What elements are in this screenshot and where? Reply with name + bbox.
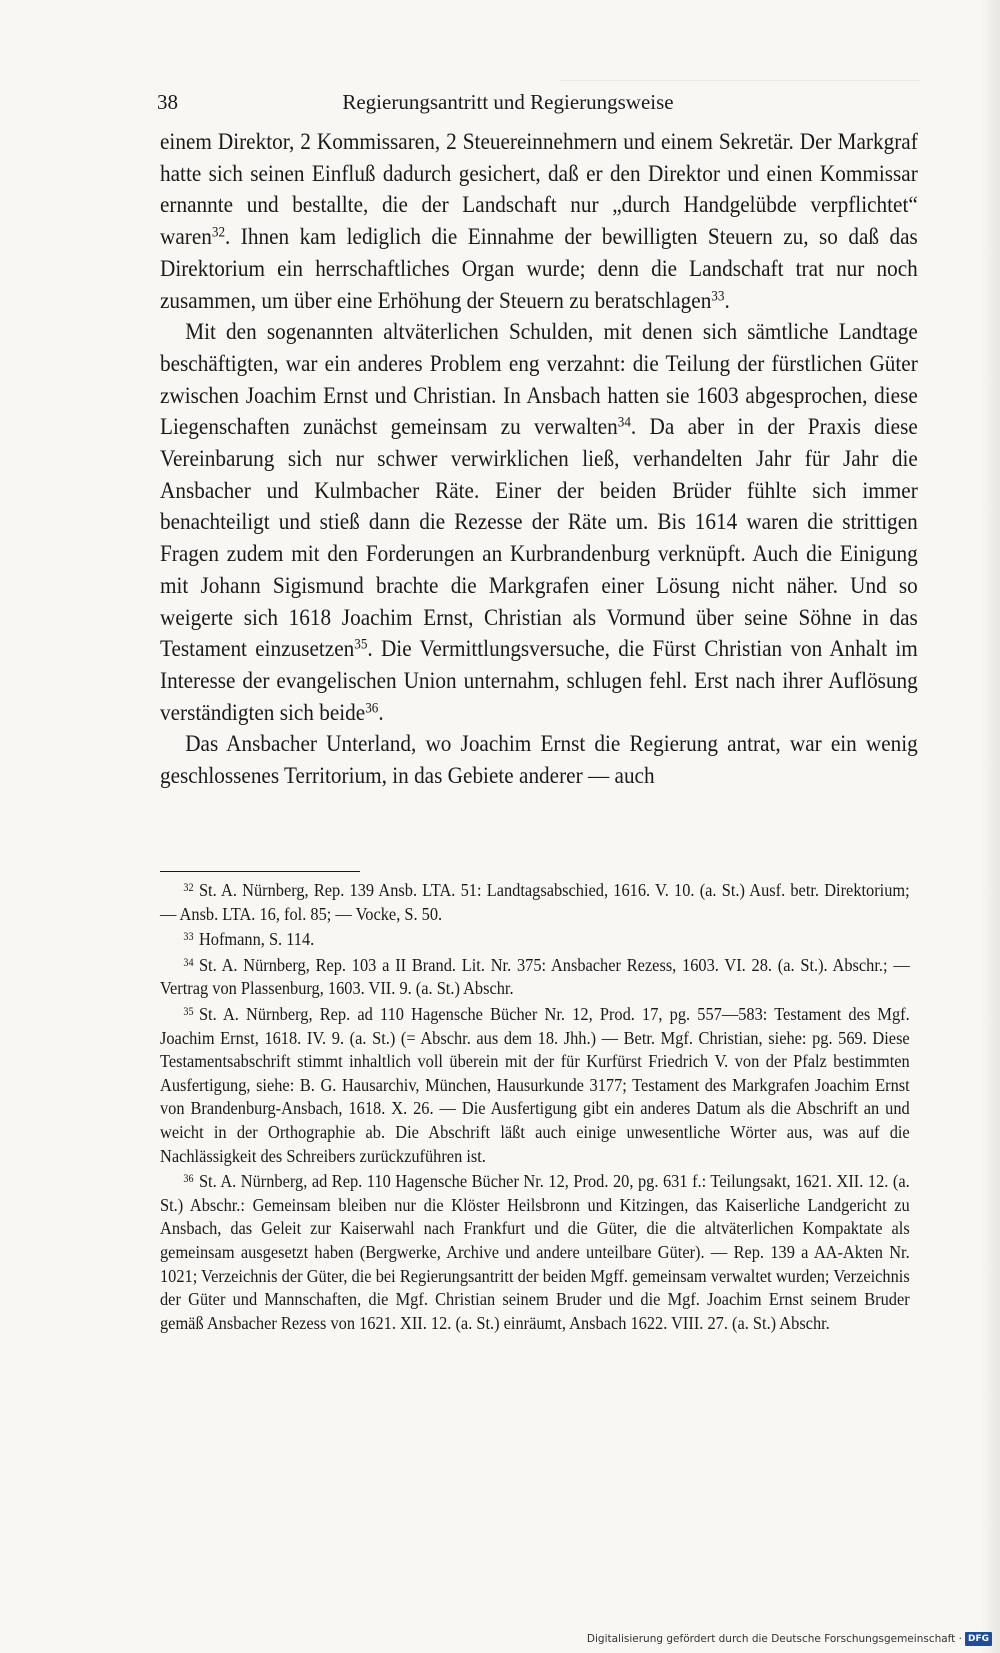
footnote [160, 928, 910, 952]
footnote-ref: 36 [365, 700, 379, 717]
footnote-text: St. A. Nürnberg, Rep. 139 Ansb. LTA. 51: Landtagsabschied, 1616. V. 10. (a. St.) Ausf. betr. Direktorium; — Ansb. LTA. 16, fol. 85; — Vocke, S. 50. [160, 880, 910, 924]
footnote-rule [160, 871, 360, 872]
footnote-text: St. A. Nürnberg, Rep. ad 110 Hagensche Bücher Nr. 12, Prod. 17, pg. 557—583: Testament des Mgf. Joachim Ernst, 1618. IV. 9. (a. St.) (= Abschr. aus dem 18. Jhh.) — Betr. Mgf. Christian, siehe: pg. 569. Diese Testamentsabschrift stimmt inhaltlich voll überein mit der für Kurfürst Friedrich V. von der Pfalz bestimmten Ausfertigung, siehe: B. G. Hausarchiv, München, Hausurkunde 3177; Testament des Markgrafen Joachim Ernst von Brandenburg-Ansbach, 1618. X. 26. — Die Ausfertigung gibt ein anderes Datum als die Abschrift an und weicht in der Orthographie ab. Die Abschrift läßt auch einige unwesentliche Wörter aus, was auf die Nachlässigkeit des Schreibers zurückzuführen ist. [160, 1003, 910, 1166]
text-run: . Ihnen kam lediglich die Einnahme der bewilligten Steuern zu, so daß das Direktorium ein herrschaftliches Organ wurde; denn die Landschaft trat nur noch zusammen, um über eine Erhöhung der Steuern zu beratschlagen [160, 224, 918, 314]
footnote-number: 36 [183, 1173, 194, 1186]
footnote-number: 34 [183, 956, 194, 969]
footnote-number: 35 [183, 1005, 194, 1018]
footnote [160, 879, 910, 926]
paragraph-1 [160, 127, 918, 317]
paragraph-3 [160, 729, 918, 792]
text-run: Mit den sogenannten altväterlichen Schulden, mit denen sich sämtliche Landtage beschäftigten, war ein anderes Problem eng verzahnt: die Teilung der fürstlichen Güter zwischen Joachim Ernst und Christian. In Ansbach hatten sie 1603 abgesprochen, diese Liegenschaften zunächst gemeinsam zu verwalten [160, 319, 918, 441]
footnote-text: St. A. Nürnberg, ad Rep. 110 Hagensche Bücher Nr. 12, Prod. 20, pg. 631 f.: Teilungsakt, 1621. XII. 12. (a. St.) Abschr.: Gemeinsam bleiben nur die Klöster Heilsbronn und Kitzingen, das Kaiserliche Landgericht zu Ansbach, das Geleit zur Kaiserwahl nach Frankfurt und die Güter, die die altväterlichen Kompaktate als gemeinsam ausgesetzt haben (Bergwerke, Archive und andere unteilbare Güter). — Rep. 139 a AA-Akten Nr. 1021; Verzeichnis der Güter, die bei Regierungsantritt der beiden Mgff. gemeinsam verwaltet wurden; Verzeichnis der Güter und Mannschaften, die Mgf. Christian seinem Bruder und die Mgf. Joachim Ernst seinem Bruder gemäß Ansbacher Rezess von 1621. XII. 12. (a. St.) einräumt, Ansbach 1622. VIII. 27. (a. St.) Abschr. [160, 1171, 910, 1333]
footnote-number: 32 [183, 881, 194, 894]
text-run: . [724, 287, 730, 314]
text-run: . Die Vermittlungsversuche, die Fürst Christian von Anhalt im Interesse der evangelischen Union unternahm, schlugen fehl. Erst nach ihrer Auflösung verständigten sich beide [160, 636, 918, 726]
dfg-logo: DFG [965, 1632, 992, 1646]
text-run: Das Ansbacher Unterland, wo Joachim Ernst die Regierung antrat, war ein wenig geschlossenes Territorium, in das Gebiete anderer — auch [160, 731, 918, 790]
running-head: Regierungsantritt und Regierungsweise [342, 90, 674, 114]
footnote-ref: 35 [354, 636, 368, 653]
footnote-ref: 34 [617, 415, 631, 432]
footnotes [160, 879, 910, 1337]
text-run: . [378, 699, 384, 726]
paragraph-2 [160, 317, 918, 729]
main-text [160, 127, 918, 793]
page-number: 38 [157, 90, 178, 114]
text-run: einem Direktor, 2 Kommissaren, 2 Steuereinnehmern und einem Sekretär. Der Markgraf hatte sich seinen Einfluß dadurch gesichert, daß er den Direktor und einen Kommissar ernannte und bestallte, die der Landschaft nur „durch Handgelübde verpflichtet“ waren [160, 129, 918, 251]
footnote [160, 954, 910, 1001]
text-run: . Da aber in der Praxis diese Vereinbarung sich nur schwer verwirklichen ließ, verhandelten Jahr für Jahr die Ansbacher und Kulmbacher Räte. Einer der beiden Brüder fühlte sich immer benachteiligt und stieß dann die Rezesse der Räte um. Bis 1614 waren die strittigen Fragen zudem mit den Forderungen an Kurbrandenburg verknüpft. Auch die Einigung mit Johann Sigismund brachte die Markgrafen einer Lösung nicht näher. Und so weigerte sich 1618 Joachim Ernst, Christian als Vormund über seine Söhne in das Testament einzusetzen [160, 414, 918, 663]
footnote-text: St. A. Nürnberg, Rep. 103 a II Brand. Lit. Nr. 375: Ansbacher Rezess, 1603. VI. 28. (a. St.). Abschr.; — Vertrag von Plassenburg, 1603. VII. 9. (a. St.) Abschr. [160, 954, 910, 999]
footnote-ref: 32 [211, 224, 226, 241]
footnote [160, 1170, 910, 1335]
footnote [160, 1003, 910, 1168]
digitization-credit [587, 1631, 992, 1647]
page-header [157, 86, 859, 118]
footnote-number: 33 [183, 931, 194, 944]
page-edge-shadow [980, 0, 1000, 1653]
footnote-text: Hofmann, S. 114. [198, 929, 315, 950]
footnote-ref: 33 [711, 288, 725, 305]
credit-text: Digitalisierung gefördert durch die Deutsche Forschungsgemeinschaft · [586, 1633, 962, 1645]
